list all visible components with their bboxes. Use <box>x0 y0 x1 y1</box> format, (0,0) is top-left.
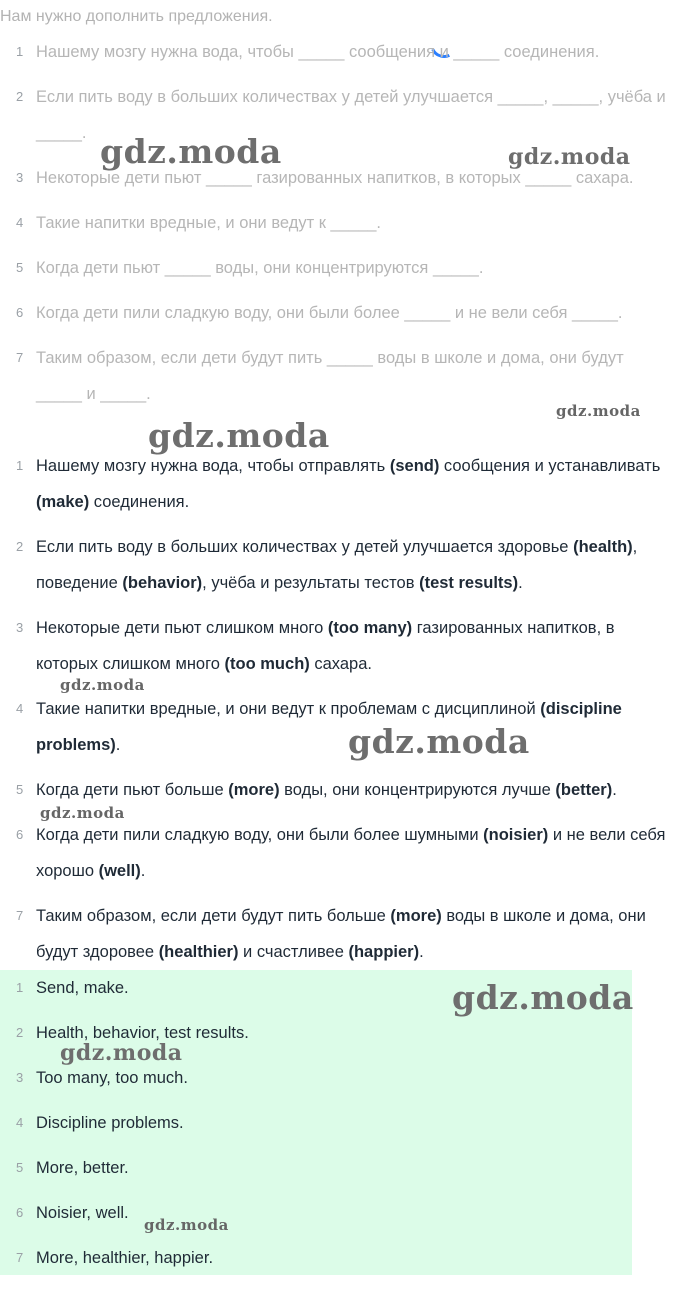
answer-text: . <box>518 574 523 592</box>
watermark-logo: gdz.moda <box>452 978 634 1017</box>
short-answer-item: 6 Noisier, well. <box>16 1204 129 1222</box>
answer-number: 4 <box>16 701 24 716</box>
answer-keyword: (test results) <box>419 574 519 592</box>
short-answers-list <box>0 970 632 1285</box>
answer-keyword: (behavior) <box>122 574 203 592</box>
answer-keyword: (too much) <box>224 655 310 673</box>
answer-item <box>0 448 680 520</box>
answer-text: , учёба и результаты тестов <box>202 574 420 592</box>
answer-number: 6 <box>16 827 24 842</box>
answer-keyword: (noisier) <box>483 826 549 844</box>
question-item: 6 Когда дети пили сладкую воду, они были более _____ и не вели себя _____. <box>16 304 623 322</box>
answer-text: соединения. <box>89 493 190 511</box>
answer-text: Некоторые дети пьют слишком много <box>36 619 328 637</box>
question-item: 4 Такие напитки вредные, и они ведут к _____. <box>16 214 382 232</box>
answer-item <box>0 898 680 970</box>
answer-keyword: (send) <box>389 457 440 475</box>
answer-text: воды, они концентрируются лучше <box>279 781 556 799</box>
answer-keyword: (more) <box>390 907 442 925</box>
answer-text: , поведение <box>36 538 638 592</box>
answers-list <box>0 448 680 979</box>
watermark-logo: gdz.moda <box>40 804 125 822</box>
answer-keyword: (better) <box>555 781 613 799</box>
answer-item <box>0 817 680 889</box>
answer-keyword: (well) <box>98 862 141 880</box>
answer-text: . <box>419 943 424 961</box>
answer-text: и не вели себя хорошо <box>36 826 666 880</box>
watermark-logo: gdz.moda <box>60 1040 183 1066</box>
answer-keyword: (more) <box>228 781 280 799</box>
watermark-logo: gdz.moda <box>60 676 145 694</box>
answer-number: 5 <box>16 782 24 797</box>
answer-text: . <box>115 736 121 754</box>
watermark-logo: gdz.moda <box>144 1216 229 1234</box>
intro-text: Нам нужно дополнить предложения. <box>0 8 273 25</box>
question-item: 7 Таким образом, если дети будут пить _____ воды в школе и дома, они будут _____ и _____. <box>16 349 624 403</box>
short-answer-item: 7 More, healthier, happier. <box>16 1249 214 1267</box>
answer-text: и счастливее <box>238 943 349 961</box>
answer-text: Когда дети пьют больше <box>36 781 229 799</box>
watermark-logo: gdz.moda <box>508 144 631 170</box>
answer-text: сахара. <box>309 655 372 673</box>
answer-text: сообщения и устанавливать <box>439 457 661 475</box>
short-answer-item: 1 Send, make. <box>16 979 129 997</box>
answer-text: воды в школе и дома, они будут здоровее <box>36 907 646 961</box>
short-answer-item: 3 Too many, too much. <box>16 1069 188 1087</box>
answer-text: . <box>140 862 146 880</box>
answer-item <box>0 529 680 601</box>
answer-keyword: (discipline problems) <box>36 700 622 754</box>
question-item: 1 Нашему мозгу нужна вода, чтобы _____ сообщения и _____ соединения. <box>16 43 600 61</box>
watermark-logo: gdz.moda <box>148 416 330 455</box>
answer-text: . <box>612 781 617 799</box>
question-item: 2 Если пить воду в больших количествах у детей улучшается _____, _____, учёба и _____. <box>16 88 666 142</box>
short-answer-item: 4 Discipline problems. <box>16 1114 184 1132</box>
answer-text: Когда дети пили сладкую воду, они были более шумными <box>36 826 484 844</box>
answer-text: Такие напитки вредные, и они ведут к проблемам с дисциплиной <box>36 700 541 718</box>
answer-keyword: (too many) <box>327 619 413 637</box>
question-item: 3 Некоторые дети пьют _____ газированных напитков, в которых _____ сахара. <box>16 169 634 187</box>
answer-keyword: (healthier) <box>158 943 239 961</box>
answer-item <box>0 610 680 682</box>
answer-item <box>0 772 680 808</box>
answer-number: 1 <box>16 458 24 473</box>
watermark-logo: gdz.moda <box>348 722 530 761</box>
answer-keyword: (health) <box>573 538 633 556</box>
short-answer-item: 2 Health, behavior, test results. <box>16 1024 249 1042</box>
answer-number: 7 <box>16 908 24 923</box>
answer-number: 3 <box>16 620 24 635</box>
answer-text: Таким образом, если дети будут пить больше <box>36 907 391 925</box>
answer-number: 2 <box>16 539 24 554</box>
question-item: 5 Когда дети пьют _____ воды, они концентрируются _____. <box>16 259 484 277</box>
answer-keyword: (make) <box>36 493 90 511</box>
answer-item <box>0 691 680 763</box>
answer-text: Если пить воду в больших количествах у детей улучшается здоровье <box>36 538 574 556</box>
watermark-logo: gdz.moda <box>100 132 282 171</box>
answer-keyword: (happier) <box>348 943 420 961</box>
short-answer-item: 5 More, better. <box>16 1159 129 1177</box>
watermark-logo: gdz.moda <box>556 402 641 420</box>
questions-list <box>0 34 680 421</box>
answer-text: газированных напитков, в которых слишком много <box>36 619 615 673</box>
answer-text: Нашему мозгу нужна вода, чтобы отправлять <box>36 457 390 475</box>
